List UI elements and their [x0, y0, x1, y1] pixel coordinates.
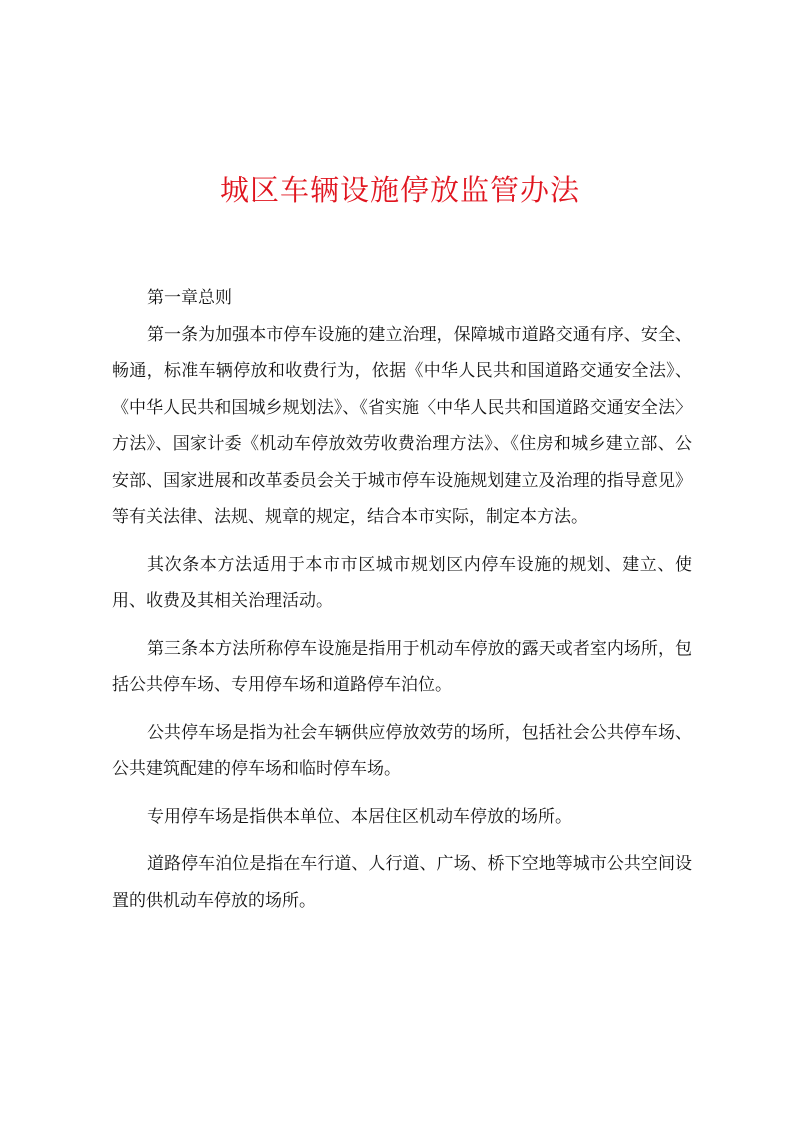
chapter-heading: 第一章总则 [147, 288, 232, 308]
public-parking-definition: 公共停车场是指为社会车辆供应停放效劳的场所，包括社会公共停车场、公共建筑配建的停车场和临时停车场。 [112, 722, 692, 779]
article-2: 其次条本方法适用于本市市区城市规划区内停车设施的规划、建立、使用、收费及其相关治理活动。 [112, 554, 692, 611]
document-body [112, 280, 692, 919]
private-parking-definition: 专用停车场是指供本单位、本居住区机动车停放的场所。 [147, 806, 572, 827]
document-title: 城区车辆设施停放监管办法 [219, 173, 580, 207]
road-parking-definition: 道路停车泊位是指在车行道、人行道、广场、桥下空地等城市公共空间设置的供机动车停放的场所。 [112, 854, 692, 911]
article-3: 第三条本方法所称停车设施是指用于机动车停放的露天或者室内场所，包括公共停车场、专用停车场和道路停车泊位。 [112, 638, 692, 695]
article-1: 第一条为加强本市停车设施的建立治理，保障城市道路交通有序、安全、畅通，标准车辆停放和收费行为，依据《中华人民共和国道路交通安全法》、《中华人民共和国城乡规划法》、《省实施〈中华人民共和国道路交通安全法〉方法》、国家计委《机动车停放效劳收费治理方法》、《住房和城乡建立部、公安部、国家进展和改革委员会关于城市停车设施规划建立及治理的指导意见》等有关法律、法规、规章的规定，结合本市实际，制定本方法。 [112, 324, 692, 527]
